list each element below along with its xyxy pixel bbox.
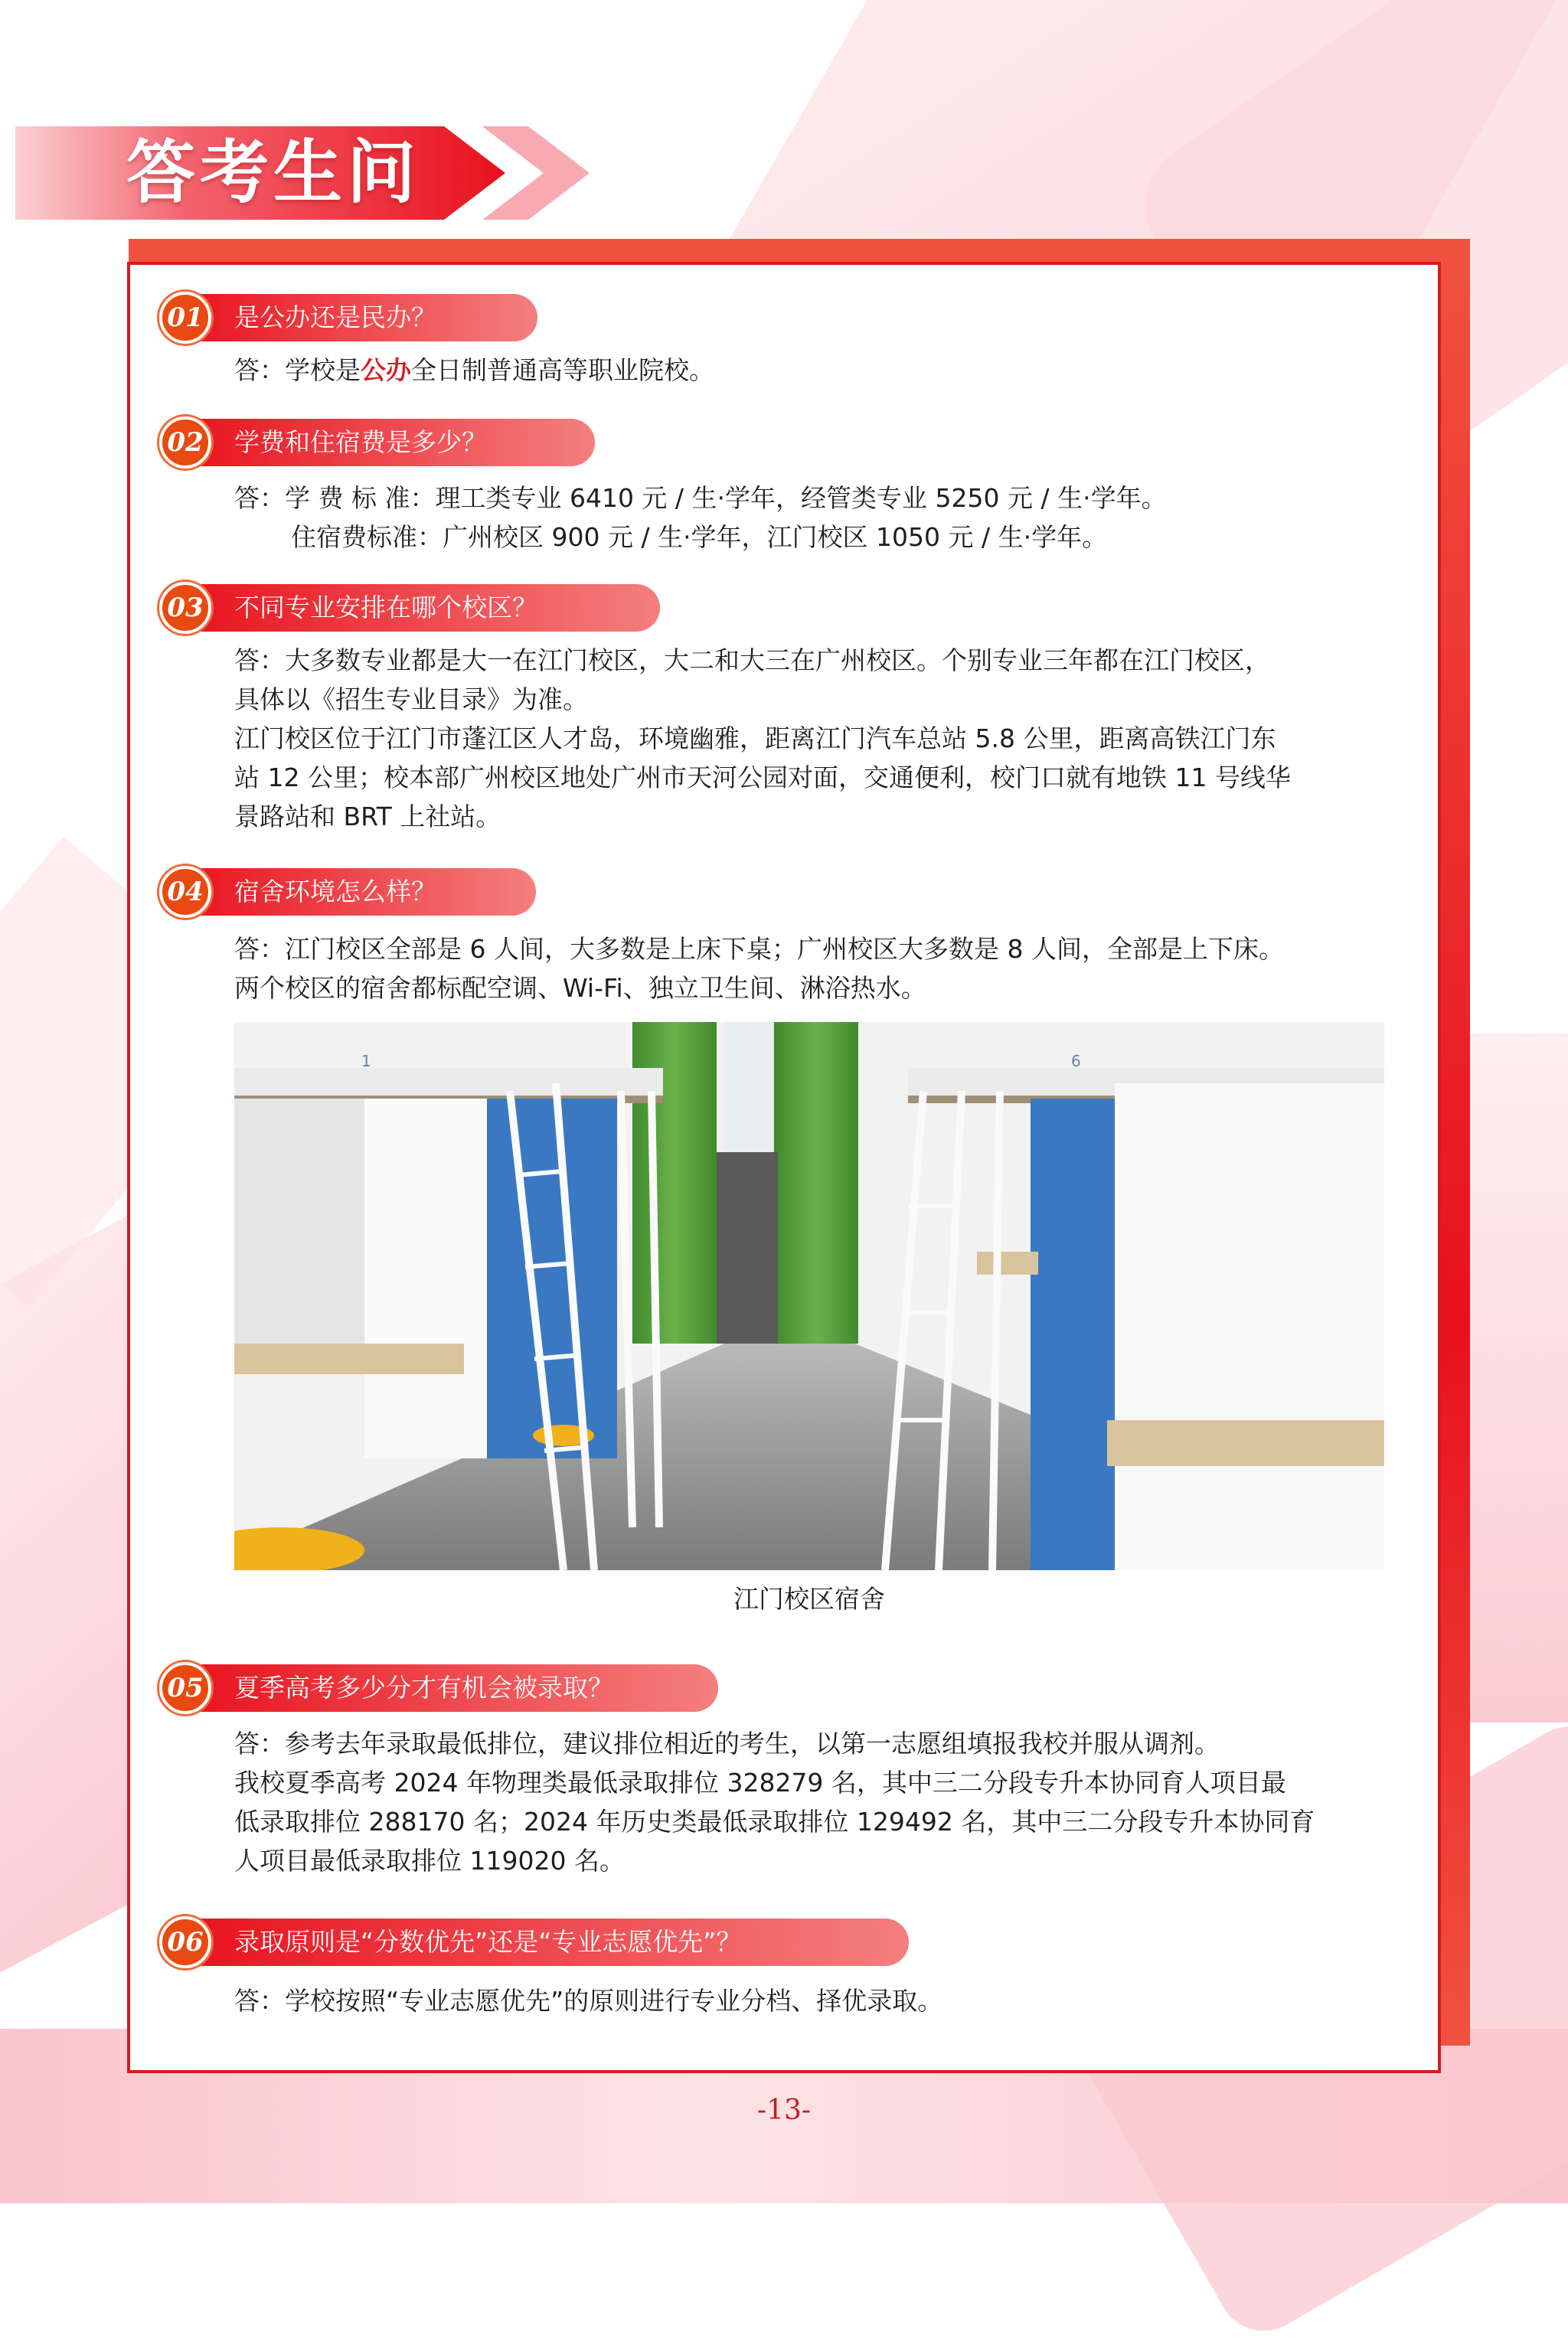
question-number-badge: 02 [159, 416, 211, 469]
answer-line: 答：大多数专业都是大一在江门校区，大二和大三在广州校区。个别专业三年都在江门校区， [234, 645, 1270, 675]
question-number-badge: 04 [159, 866, 211, 918]
question-number-badge: 05 [159, 1662, 211, 1714]
answer-block-04 [234, 929, 1398, 1007]
question-number-badge: 01 [159, 292, 211, 344]
answer-line: 我校夏季高考 2024 年物理类最低录取排位 328279 名，其中三二分段专升本协同育人项目最 [234, 1768, 1286, 1798]
answer-block-06 [234, 1981, 1398, 2020]
photo-caption: 江门校区宿舍 [733, 1584, 885, 1614]
answer-line: 具体以《招生专业目录》为准。 [234, 684, 588, 714]
answer-line: 景路站和 BRT 上社站。 [234, 802, 501, 831]
answer-line: 低录取排位 288170 名；2024 年历史类最低录取排位 129492 名，其中三二分段专升本协同育 [234, 1807, 1315, 1837]
answer-line: 人项目最低录取排位 119020 名。 [234, 1846, 625, 1876]
question-number-badge: 06 [159, 1916, 211, 1968]
page-number: -13- [756, 2095, 812, 2126]
answer-line: 站 12 公里；校本部广州校区地处广州市天河公园对面，交通便利，校门口就有地铁 11 号线华 [234, 763, 1291, 792]
question-text: 夏季高考多少分才有机会被录取？ [234, 1673, 613, 1703]
bed-label: 1 [361, 1052, 371, 1070]
dorm-photo [234, 1022, 1384, 1570]
question-text: 宿舍环境怎么样？ [234, 877, 436, 906]
page-title: 答考生问 [126, 132, 420, 213]
answer-line: 答：江门校区全部是 6 人间，大多数是上床下桌；广州校区大多数是 8 人间，全部是上下床。 [234, 934, 1284, 964]
question-text: 是公办还是民办？ [234, 302, 436, 332]
answer-highlight: 公办 [361, 355, 411, 385]
answer-line: 两个校区的宿舍都标配空调、Wi-Fi、独立卫生间、淋浴热水。 [234, 973, 926, 1003]
bed-label: 6 [1071, 1052, 1081, 1070]
answer-text: 答：学校是 [234, 355, 361, 385]
answer-block-02 [234, 478, 1398, 557]
answer-line: 答：学校按照“专业志愿优先”的原则进行专业分档、择优录取。 [234, 1986, 943, 2016]
answer-line: 江门校区位于江门市蓬江区人才岛，环境幽雅，距离江门汽车总站 5.8 公里，距离高铁江门东 [234, 723, 1276, 753]
answer-line: 答：学 费 标 准：理工类专业 6410 元 / 生·学年，经管类专业 5250 元 / 生·学年。 [234, 483, 1167, 513]
answer-block-03 [234, 641, 1398, 836]
answer-block-05 [234, 1724, 1398, 1880]
answer-line: 答：参考去年录取最低排位，建议排位相近的考生，以第一志愿组填报我校并服从调剂。 [234, 1729, 1220, 1759]
answer-block-01 [234, 351, 1398, 390]
question-number-badge: 03 [159, 582, 211, 634]
question-text: 录取原则是“分数优先”还是“专业志愿优先”？ [234, 1927, 742, 1957]
question-text: 学费和住宿费是多少？ [234, 427, 487, 457]
answer-line: 住宿费标准：广州校区 900 元 / 生·学年，江门校区 1050 元 / 生·学年。 [291, 522, 1108, 552]
question-text: 不同专业安排在哪个校区？ [234, 593, 537, 622]
answer-text: 全日制普通高等职业院校。 [411, 355, 714, 385]
dorm-illustration [234, 1022, 1384, 1570]
